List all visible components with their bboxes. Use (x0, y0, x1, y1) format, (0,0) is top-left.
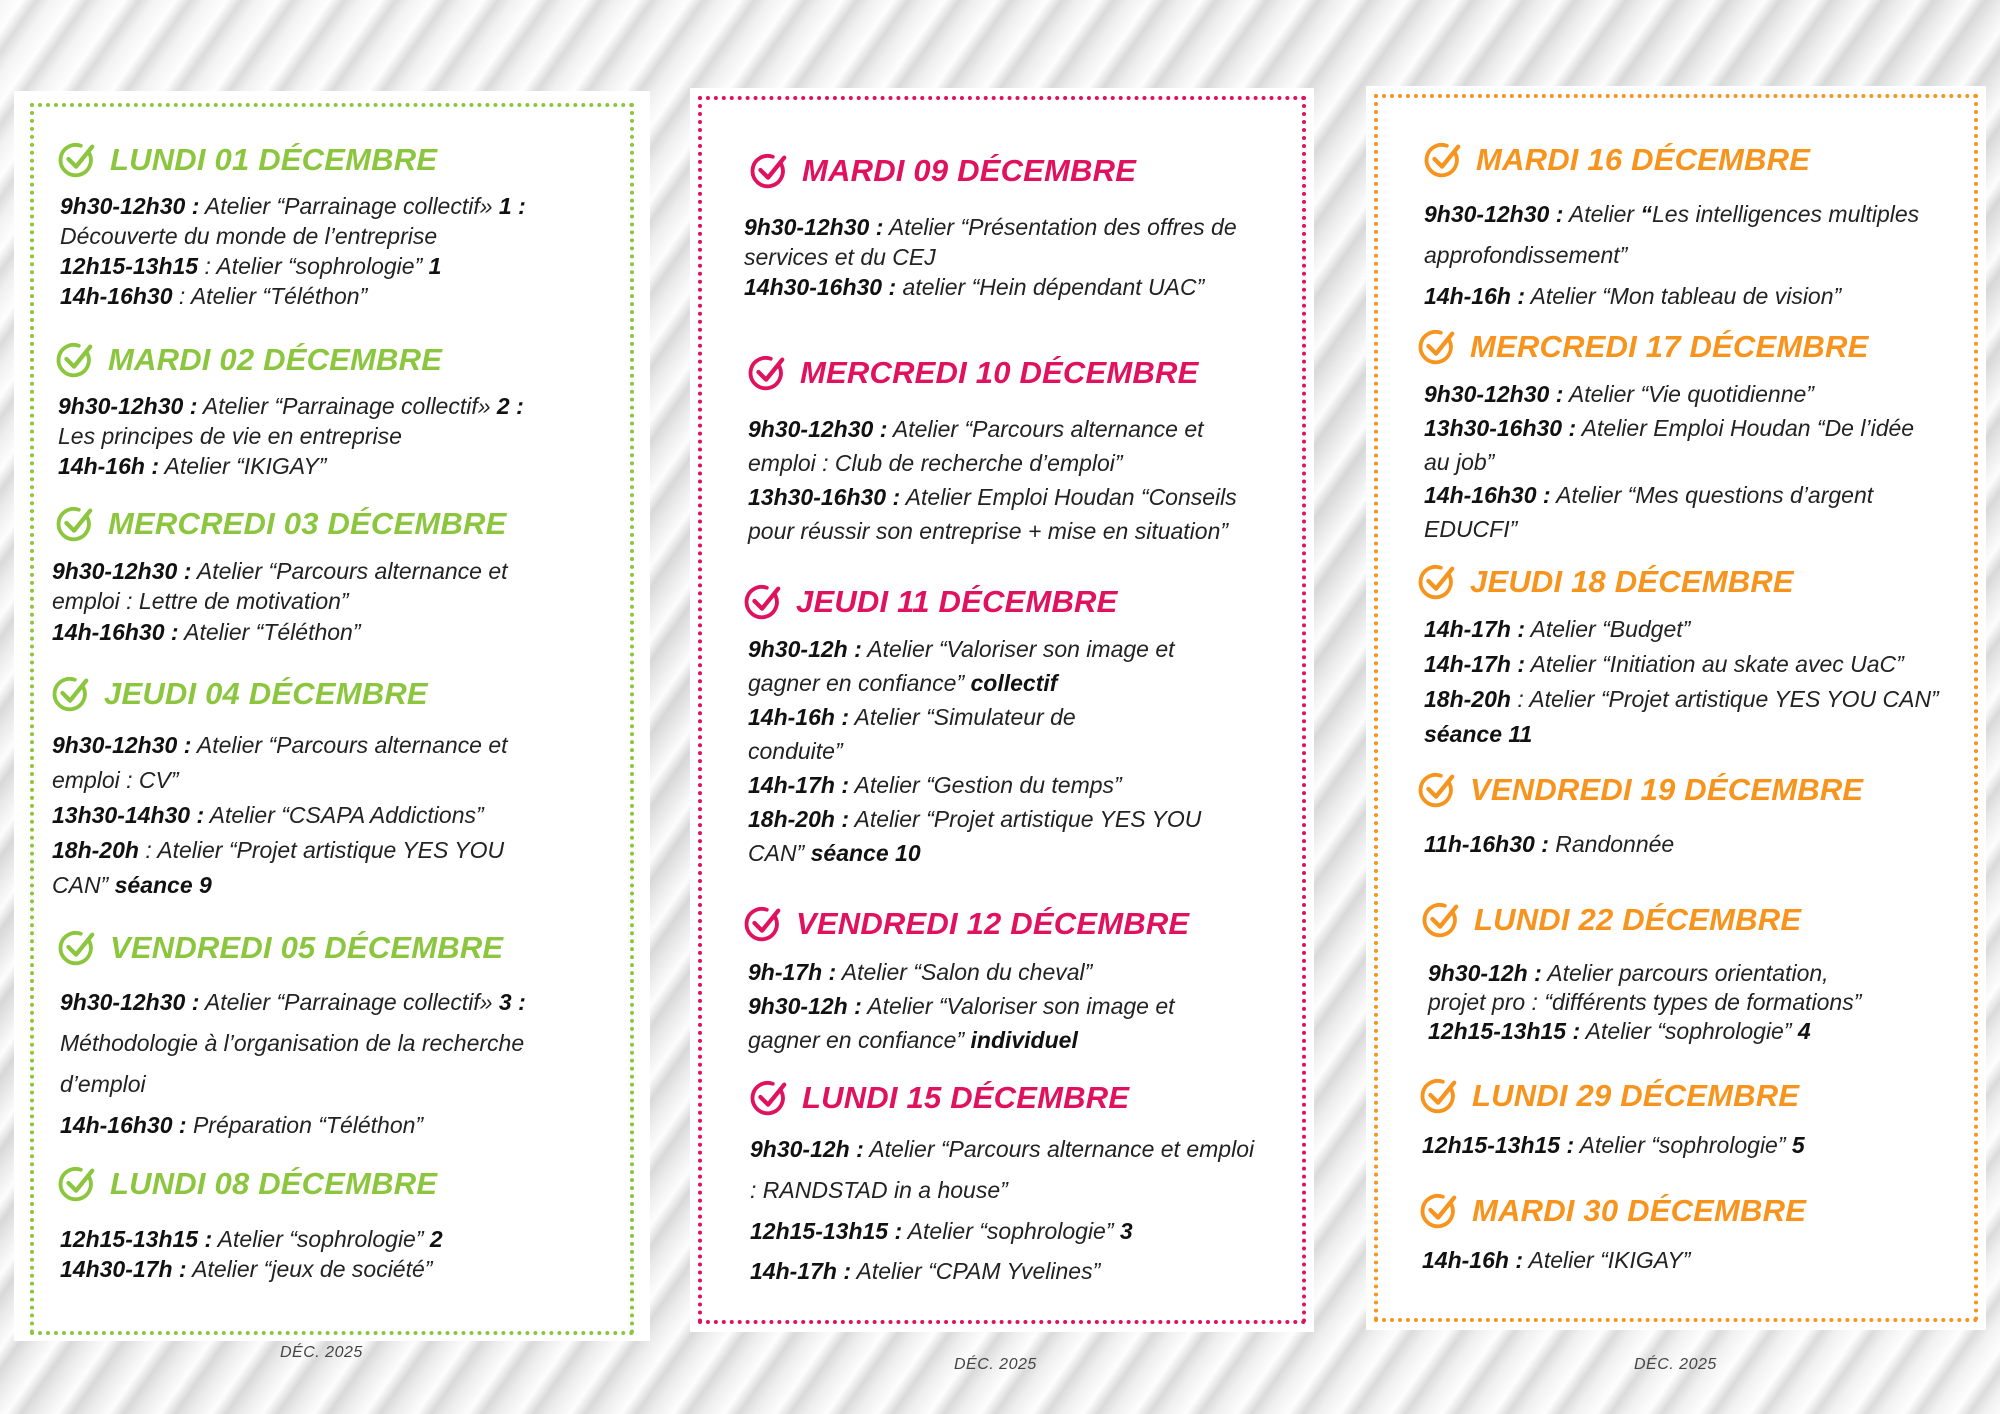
day-title: VENDREDI 12 DÉCEMBRE (796, 906, 1190, 941)
check-circle-icon (56, 341, 94, 379)
event-entry: 12h15-13h15 : Atelier “sophrologie” 1 (60, 253, 442, 279)
event-entry: 11h-16h30 : Randonnée (1424, 831, 1675, 857)
day-title: MERCREDI 10 DÉCEMBRE (800, 355, 1199, 390)
day-header (1418, 327, 1868, 367)
event-entry: 14h-16h30 : Préparation “Téléthon” (60, 1112, 424, 1138)
event-entry: 14h-16h30 : Atelier “Téléthon” (60, 283, 368, 309)
event-entry: 12h15-13h15 : Atelier “sophrologie” 5 (1422, 1132, 1805, 1158)
day-title: JEUDI 04 DÉCEMBRE (104, 676, 428, 711)
day-header (750, 151, 1136, 191)
check-circle-icon (1422, 901, 1460, 939)
event-entry: 9h30-12h30 : Atelier “Parcours alternance et emploi : Lettre de motivation” (52, 558, 508, 614)
event-entry: 14h-16h30 : Atelier “Mes questions d’argent EDUCFI” (1424, 482, 1874, 542)
day-header (56, 340, 442, 380)
check-circle-icon (58, 1165, 96, 1203)
day-title: LUNDI 22 DÉCEMBRE (1474, 902, 1802, 937)
event-entry: 9h30-12h : Atelier “Parcours alternance et emploi : RANDSTAD in a house” (750, 1136, 1255, 1203)
day-title: MARDI 02 DÉCEMBRE (108, 342, 443, 377)
event-entry: 9h30-12h30 : Atelier “Parcours alternance et emploi : Club de recherche d’emploi” (748, 416, 1204, 476)
footer-date: DÉC. 2025 (280, 1344, 363, 1361)
day-title: MARDI 30 DÉCEMBRE (1472, 1193, 1807, 1228)
event-entry: 9h30-12h30 : Atelier “Parrainage collectif» 1 : Découverte du monde de l’entreprise (60, 193, 526, 249)
event-entry: 9h30-12h30 : Atelier “Les intelligences multiples approfondissement” (1424, 201, 1920, 268)
day-header (58, 140, 437, 180)
day-title: LUNDI 01 DÉCEMBRE (110, 142, 438, 177)
check-circle-icon (52, 675, 90, 713)
event-entry: 9h-17h : Atelier “Salon du cheval” (748, 959, 1093, 985)
day-title: MERCREDI 17 DÉCEMBRE (1470, 329, 1869, 364)
check-circle-icon (56, 505, 94, 543)
event-entry: 14h-16h : Atelier “Simulateur de conduite” (748, 704, 1076, 764)
day-title: LUNDI 29 DÉCEMBRE (1472, 1078, 1800, 1113)
check-circle-icon (1418, 771, 1456, 809)
day-header (744, 582, 1118, 622)
event-entry: 13h30-14h30 : Atelier “CSAPA Addictions” (52, 802, 484, 828)
event-entry: 9h30-12h30 : Atelier “Présentation des offres de services et du CEJ (744, 214, 1237, 270)
event-entry: 9h30-12h30 : Atelier “Vie quotidienne” (1424, 381, 1814, 407)
day-title: VENDREDI 05 DÉCEMBRE (110, 930, 504, 965)
check-circle-icon (1418, 328, 1456, 366)
check-circle-icon (1424, 141, 1462, 179)
day-title: JEUDI 18 DÉCEMBRE (1470, 564, 1794, 599)
day-title: MERCREDI 03 DÉCEMBRE (108, 506, 507, 541)
day-header (58, 1164, 437, 1204)
event-entry: 14h-17h : Atelier “Budget” (1424, 616, 1691, 642)
day-title: MARDI 09 DÉCEMBRE (802, 153, 1137, 188)
day-header (1420, 1076, 1799, 1116)
day-header (1424, 140, 1810, 180)
check-circle-icon (58, 929, 96, 967)
day-title: VENDREDI 19 DÉCEMBRE (1470, 772, 1864, 807)
day-header (1418, 770, 1863, 810)
check-circle-icon (750, 152, 788, 190)
day-title: LUNDI 15 DÉCEMBRE (802, 1080, 1130, 1115)
event-entry: 12h15-13h15 : Atelier “sophrologie” 4 (1428, 1018, 1811, 1044)
event-entry: 9h30-12h : Atelier parcours orientation, projet pro : “différents types de formations” (1428, 960, 1862, 1015)
event-entry: 14h-17h : Atelier “Initiation au skate avec UaC” (1424, 651, 1904, 677)
check-circle-icon (1420, 1192, 1458, 1230)
footer-date: DÉC. 2025 (954, 1356, 1037, 1373)
check-circle-icon (748, 354, 786, 392)
day-title: LUNDI 08 DÉCEMBRE (110, 1166, 438, 1201)
day-header (744, 904, 1189, 944)
day-header (1422, 900, 1801, 940)
day-header (750, 1078, 1129, 1118)
day-header (58, 928, 503, 968)
footer-date: DÉC. 2025 (1634, 1356, 1717, 1373)
event-entry: 9h30-12h30 : Atelier “Parcours alternance et emploi : CV” (52, 732, 508, 793)
check-circle-icon (58, 141, 96, 179)
check-circle-icon (744, 583, 782, 621)
day-title: MARDI 16 DÉCEMBRE (1476, 142, 1811, 177)
event-entry: 14h-17h : Atelier “CPAM Yvelines” (750, 1258, 1101, 1284)
event-entry: 18h-20h : Atelier “Projet artistique YES YOU CAN” séance 11 (1424, 686, 1939, 747)
event-entry: 12h15-13h15 : Atelier “sophrologie” 2 (60, 1226, 443, 1252)
event-entry: 13h30-16h30 : Atelier Emploi Houdan “Conseils pour réussir son entreprise + mise en situation” (748, 484, 1237, 544)
event-entry: 9h30-12h : Atelier “Valoriser son image et gagner en confiance” individuel (748, 993, 1175, 1053)
check-circle-icon (1420, 1077, 1458, 1115)
event-entry: 13h30-16h30 : Atelier Emploi Houdan “De l’idée au job” (1424, 415, 1915, 475)
event-entry: 14h-16h30 : Atelier “Téléthon” (52, 619, 361, 645)
check-circle-icon (1418, 563, 1456, 601)
day-header (748, 353, 1198, 393)
day-header (56, 504, 506, 544)
event-entry: 14h-16h : Atelier “IKIGAY” (1422, 1247, 1691, 1273)
event-entry: 18h-20h : Atelier “Projet artistique YES YOU CAN” séance 9 (52, 837, 505, 898)
event-entry: 14h-16h : Atelier “Mon tableau de vision” (1424, 283, 1842, 309)
event-entry: 14h30-17h : Atelier “jeux de société” (60, 1256, 433, 1282)
check-circle-icon (744, 905, 782, 943)
event-entry: 9h30-12h : Atelier “Valoriser son image et gagner en confiance” collectif (748, 636, 1175, 696)
check-circle-icon (750, 1079, 788, 1117)
day-header (52, 674, 428, 714)
event-entry: 12h15-13h15 : Atelier “sophrologie” 3 (750, 1218, 1133, 1244)
day-header (1420, 1191, 1806, 1231)
event-entry: 18h-20h : Atelier “Projet artistique YES YOU CAN” séance 10 (748, 806, 1202, 866)
day-title: JEUDI 11 DÉCEMBRE (796, 584, 1118, 619)
event-entry: 14h30-16h30 : atelier “Hein dépendant UAC” (744, 274, 1205, 300)
day-header (1418, 562, 1794, 602)
event-entry: 14h-17h : Atelier “Gestion du temps” (748, 772, 1122, 798)
event-entry: 9h30-12h30 : Atelier “Parrainage collectif» 3 : Méthodologie à l’organisation de la recherche d’emploi (60, 989, 526, 1097)
event-entry: 14h-16h : Atelier “IKIGAY” (58, 453, 327, 479)
event-entry: 9h30-12h30 : Atelier “Parrainage collectif» 2 : Les principes de vie en entreprise (58, 393, 524, 449)
